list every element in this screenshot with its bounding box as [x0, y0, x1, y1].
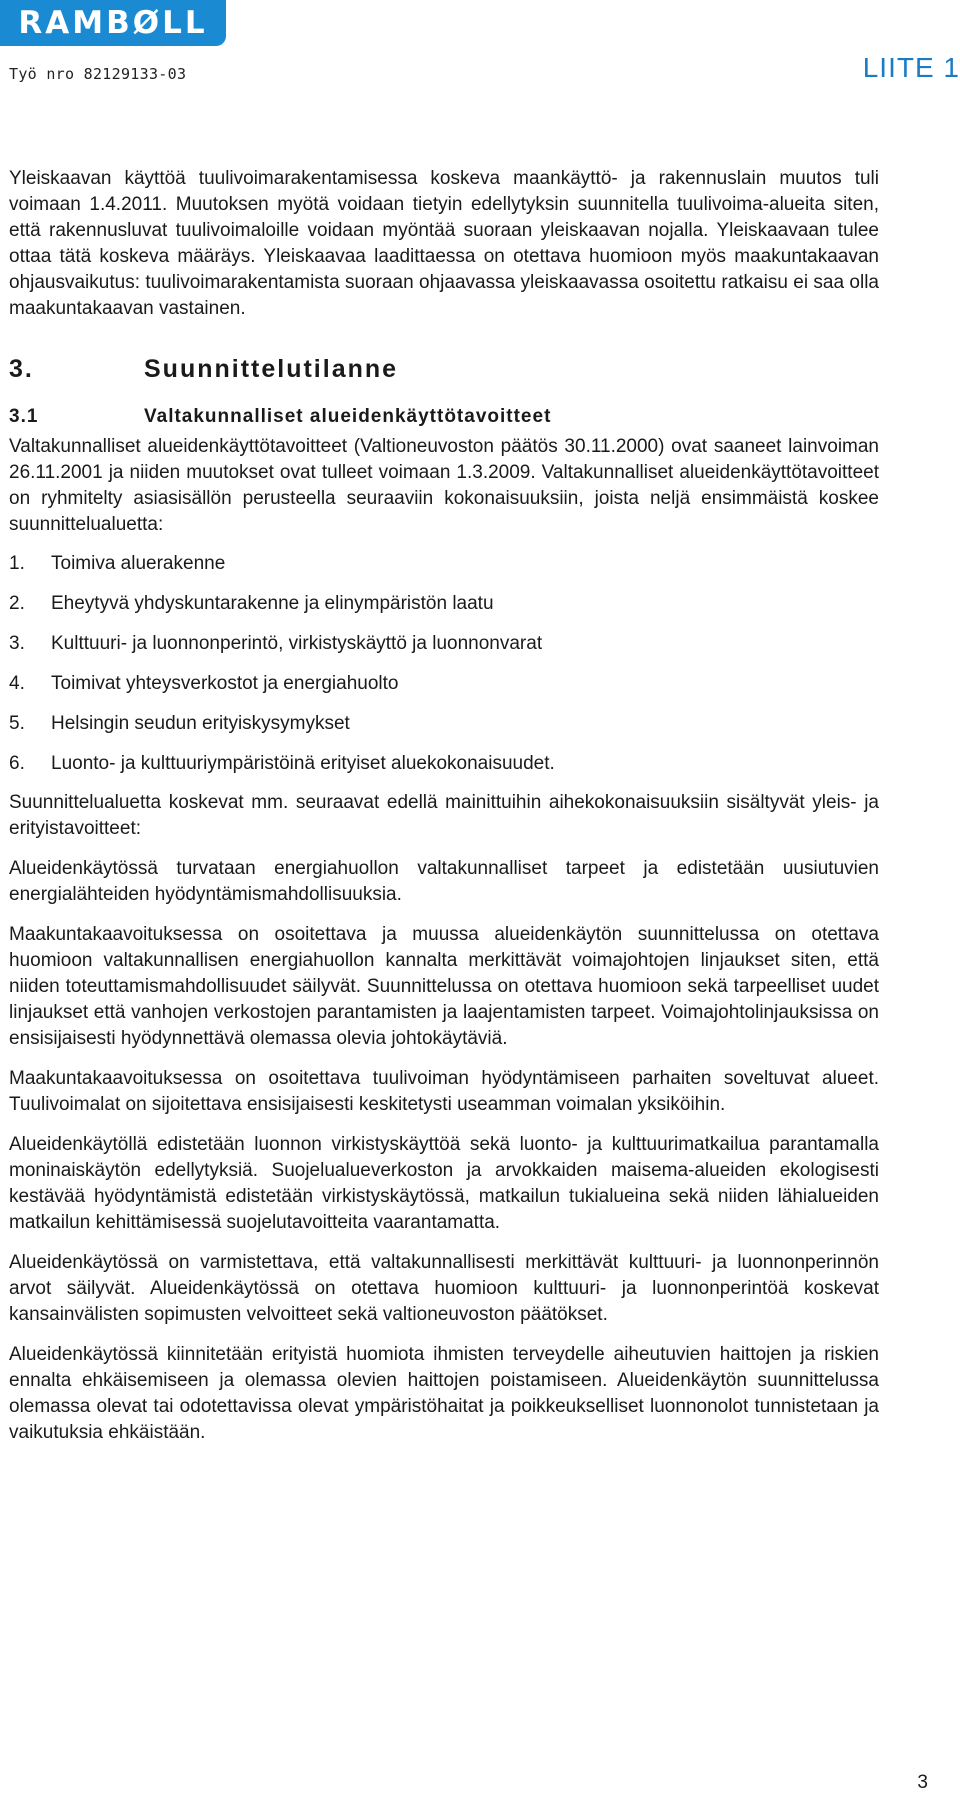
paragraph: Suunnittelualuetta koskevat mm. seuraavat edellä mainittuihin aihekokonaisuuksiin sisältyvät yleis- ja erityistavoitteet: — [9, 792, 879, 839]
paragraph: Alueidenkäytössä kiinnitetään erityistä huomiota ihmisten terveydelle aiheutuvien haittojen ja riskien ennalta ehkäisemiseen ja olemassa olevien haittojen poistamiseen. Alueidenkäytön suunnittelussa olemassa olevat tai odotettavissa olevat ympäristöhaitat ja poikkeukselliset luonnonolot tunnistetaan ja vaikutuksia ehkäistään. — [9, 1344, 879, 1443]
list-item-number: 4. — [9, 673, 25, 694]
list-item-number: 1. — [9, 553, 25, 574]
paragraph: Alueidenkäytöllä edistetään luonnon virkistyskäyttöä sekä luonto- ja kulttuurimatkailua parantamalla moninaiskäytön edellytyksiä. Suojelualueverkoston ja arvokkaiden maisema-alueiden ekologisesti kestävää hyödyntämistä edistetään virkistyskäytössä, matkailun tukialueina sekä niiden lähialueiden matkailun kehittämisessä suojelutavoitteita vaarantamatta. — [9, 1134, 879, 1233]
list-item-number: 3. — [9, 633, 25, 654]
list-item-number: 5. — [9, 713, 25, 734]
section-heading — [9, 352, 879, 386]
list-item — [9, 664, 879, 704]
list-item-text: Helsingin seudun erityiskysymykset — [51, 713, 350, 734]
work-number: Työ nro 82129133-03 — [9, 65, 187, 83]
paragraph: Alueidenkäytössä turvataan energiahuollon valtakunnalliset tarpeet ja edistetään uusiutuvien energialähteiden hyödyntämismahdollisuuksia. — [9, 858, 879, 905]
list-item — [9, 744, 879, 784]
list-item-text: Luonto- ja kulttuuriympäristöinä erityiset aluekokonaisuudet. — [51, 753, 555, 774]
list-item-number: 2. — [9, 593, 25, 614]
page-number: 3 — [917, 1772, 928, 1793]
subsection-title: Valtakunnalliset alueidenkäyttötavoitteet — [144, 406, 552, 427]
subsection-heading — [9, 404, 879, 430]
goal-list — [9, 544, 879, 784]
section-number: 3. — [9, 355, 34, 383]
section-title: Suunnittelutilanne — [144, 355, 399, 383]
paragraph: Maakuntakaavoituksessa on osoitettava tuulivoiman hyödyntämiseen parhaiten soveltuvat alueet. Tuulivoimalat on sijoitettava ensisijaisesti keskitetysti useamman voimalan yksiköihin. — [9, 1068, 879, 1115]
list-item — [9, 544, 879, 584]
list-item-text: Eheytyvä yhdyskuntarakenne ja elinympäristön laatu — [51, 593, 494, 614]
list-item-text: Toimivat yhteysverkostot ja energiahuolto — [51, 673, 399, 694]
list-item — [9, 704, 879, 744]
paragraph: Alueidenkäytössä on varmistettava, että valtakunnallisesti merkittävät kulttuuri- ja luonnonperinnön arvot säilyvät. Alueidenkäytössä on otettava huomioon kulttuuri- ja luonnonperintöä koskevat kansainvälisten sopimusten velvoitteet sekä valtioneuvoston päätökset. — [9, 1252, 879, 1325]
subsection-paragraph: Valtakunnalliset alueidenkäyttötavoitteet (Valtioneuvoston päätös 30.11.2000) ovat saaneet lainvoiman 26.11.2001 ja niiden muutokset ovat tulleet voimaan 1.3.2009. Valtakunnalliset alueidenkäyttötavoitteet on ryhmitelty asiasisällön perusteella seuraaviin kokonaisuuksiin, joista neljä ensimmäistä koskee suunnittelualuetta: — [9, 436, 879, 535]
appendix-label: LIITE 1 — [862, 52, 960, 83]
list-item-text: Kulttuuri- ja luonnonperintö, virkistyskäyttö ja luonnonvarat — [51, 633, 543, 654]
list-item-text: Toimiva aluerakenne — [51, 553, 226, 574]
subsection-number: 3.1 — [9, 406, 39, 427]
document-body — [9, 166, 879, 1460]
list-item-number: 6. — [9, 753, 25, 774]
intro-paragraph: Yleiskaavan käyttöä tuulivoimarakentamisessa koskeva maankäyttö- ja rakennuslain muutos tuli voimaan 1.4.2011. Muutoksen myötä voidaan tietyin edellytyksin suunnitella tuulivoima-alueita siten, että rakennusluvat tuulivoimaloille voidaan myöntää suoraan yleiskaavan nojalla. Yleiskaavaan tulee ottaa tätä koskeva määräys. Yleiskaavaa laadittaessa on otettava huomioon myös maakuntakaavan ohjausvaikutus: tuulivoimarakentamista suoraan ohjaavassa yleiskaavassa osoitettu ratkaisu ei saa olla maakuntakaavan vastainen. — [9, 168, 879, 319]
paragraph: Maakuntakaavoituksessa on osoitettava ja muussa alueidenkäytön suunnittelussa on otettava huomioon valtakunnallisen energiahuollon kannalta merkittävät voimajohtojen linjaukset siten, että niiden toteuttamismahdollisuudet säilyvät. Suunnittelussa on otettava huomioon sekä tarpeelliset uudet linjaukset että vanhojen verkostojen parantamisten ja laajentamisten tarpeet. Voimajohtolinjauksissa on ensisijaisesti hyödynnettävä olemassa olevia johtokäytäviä. — [9, 924, 879, 1049]
list-item — [9, 624, 879, 664]
ramboll-logo: RAMBØLL — [0, 0, 226, 46]
list-item — [9, 584, 879, 624]
